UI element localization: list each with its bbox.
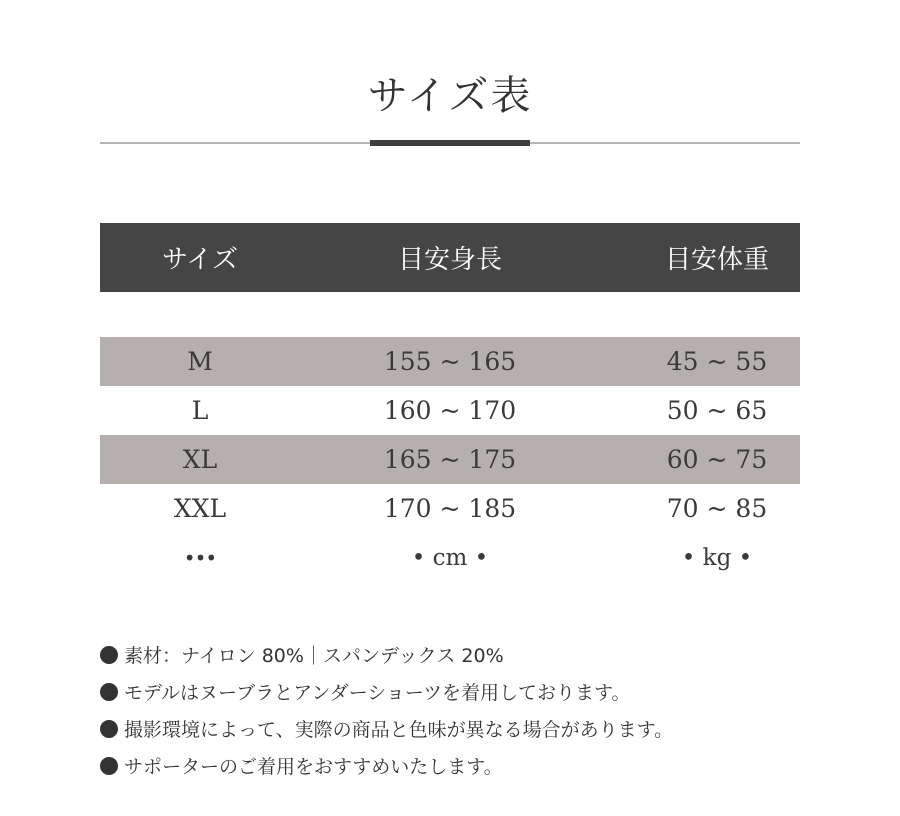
size-unit-ellipsis: ••• [183, 545, 217, 570]
weight-cell-wrap [600, 347, 800, 376]
header-weight-cell [600, 239, 800, 276]
height-cell: 155 ~ 165 [383, 347, 517, 376]
height-cell: 170 ~ 185 [383, 494, 517, 523]
height-unit: • cm • [411, 544, 489, 571]
note-text: サポーターのご着用をおすすめいたします。 [124, 756, 503, 778]
list-item [100, 673, 820, 710]
list-item [100, 747, 820, 784]
size-cell: L [191, 396, 209, 425]
header-height: 目安身長 [397, 245, 502, 275]
title-divider-accent [370, 140, 530, 146]
weight-unit-wrap [600, 545, 800, 571]
notes-list [100, 636, 820, 784]
table-row [100, 435, 800, 484]
table-row [100, 386, 800, 435]
height-cell: 165 ~ 175 [383, 445, 517, 474]
bullet-icon [100, 757, 118, 775]
bullet-icon [100, 683, 118, 701]
weight-cell: 45 ~ 55 [666, 347, 768, 376]
note-text: モデルはヌーブラとアンダーショーツを着用しております。 [124, 682, 631, 704]
list-item [100, 636, 820, 673]
size-cell: M [187, 347, 213, 376]
height-cell: 160 ~ 170 [383, 396, 517, 425]
weight-cell: 60 ~ 75 [666, 445, 768, 474]
page-title: サイズ表 [367, 73, 533, 119]
header-weight: 目安体重 [664, 245, 769, 275]
size-cell: XL [182, 445, 218, 474]
weight-cell-wrap [600, 396, 800, 425]
bullet-icon [100, 720, 118, 738]
table-row [100, 484, 800, 533]
weight-unit: • kg • [681, 544, 753, 571]
weight-cell: 70 ~ 85 [666, 494, 768, 523]
units-row [100, 533, 800, 582]
note-text: 素材：ナイロン 80%｜スパンデックス 20% [124, 645, 504, 667]
weight-cell: 50 ~ 65 [666, 396, 768, 425]
weight-cell-wrap [600, 494, 800, 523]
table-spacer [100, 292, 800, 337]
header-size: サイズ [162, 245, 238, 275]
size-cell: XXL [173, 494, 227, 523]
note-text: 撮影環境によって、実際の商品と色味が異なる場合があります。 [124, 719, 674, 741]
size-table-header [100, 223, 800, 292]
list-item [100, 710, 820, 747]
weight-cell-wrap [600, 445, 800, 474]
bullet-icon [100, 646, 118, 664]
table-row [100, 337, 800, 386]
size-table [100, 223, 800, 582]
